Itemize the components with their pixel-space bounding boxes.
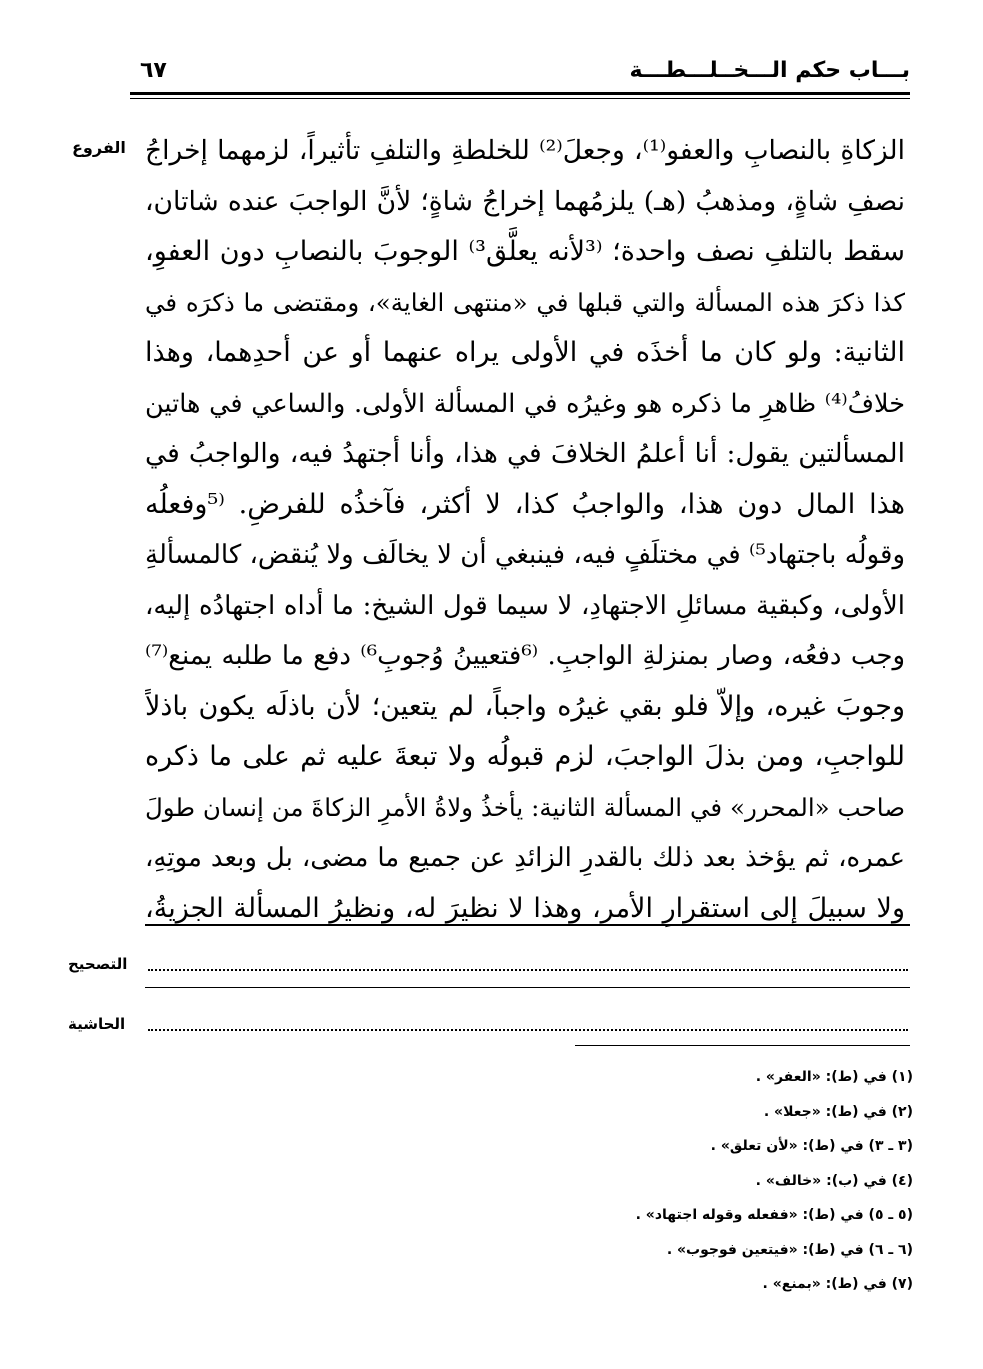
header-rule-thin xyxy=(130,98,910,99)
body-line: هذا المال دون هذا، والواجبُ كذا، لا أكثر، فآخذُه للفرضِ. ⁽⁵وفعلُه xyxy=(145,488,905,520)
page-header xyxy=(130,58,910,92)
body-line: كذا ذكرَ هذه المسألة والتي قبلها في «منتهى الغاية»، ومقتضى ما ذكرَه في xyxy=(145,287,905,317)
correction-row[interactable] xyxy=(68,955,910,979)
body-line: الأولى، وكبقية مسائلِ الاجتهادِ، لا سيما قول الشيخ: ما أداه اجتهادُه إليه، xyxy=(145,590,905,621)
body-line: سقط بالتلفِ نصف واحدة؛ ⁽³لأنه يعلَّق³⁾ الوجوبَ بالنصابِ دون العفوِ، xyxy=(145,236,905,267)
footnote: (١) في (ط): «العفر» . xyxy=(755,1069,913,1085)
correction-label: التصحيح xyxy=(68,955,128,973)
body-line: للواجبِ، ومن بذلَ الواجبَ، لزم قبولُه ولا تبعةَ عليه ثم على ما ذكره xyxy=(145,741,905,772)
footnote: (٦ ـ ٦) في (ط): «فيتعين فوجوب» . xyxy=(666,1241,913,1258)
body-line: الزكاةِ بالنصابِ والعفو⁽¹⁾، وجعلَ⁽²⁾ للخلطةِ والتلفِ تأثيراً، لزمهما إخراجُ xyxy=(145,135,905,166)
correction-rule xyxy=(145,987,910,988)
body-line: وجب دفعُه، وصار بمنزلةِ الواجبِ. ⁽⁶فتعيينُ وُجوبِ⁶⁾ دفع ما طلبه يمنع⁽⁷⁾ xyxy=(145,641,905,671)
body-line: عمره، ثم يؤخذ بعد ذلك بالقدرِ الزائدِ عن جميع ما مضى، بل وبعد موتِهِ، xyxy=(145,843,905,873)
correction-dotted-line[interactable] xyxy=(148,969,908,971)
page-number: ٦٧ xyxy=(140,58,167,83)
footnote-rule xyxy=(575,1045,910,1046)
body-end-rule xyxy=(145,924,910,926)
body-line: وجوبَ غيره، وإلاّ فلو بقي غيرُه واجباً، لم يتعين؛ لأن باذلَه يكون باذلاً xyxy=(145,690,905,722)
body-line: الثانية: ولو كان ما أخذَه في الأولى يراه عنهما أو عن أحدِهما، وهذا xyxy=(145,337,905,368)
body-line: المسألتين يقول: أنا أعلمُ الخلافَ في هذا، وأنا أجتهدُ فيه، والواجبُ في xyxy=(145,438,905,469)
footnote: (٣ ـ ٣) في (ط): «لأن تعلق» . xyxy=(710,1138,913,1154)
body-text xyxy=(145,126,905,934)
header-rule-thick xyxy=(130,92,910,95)
footnotes xyxy=(636,1060,913,1302)
chapter-title: بـــاب حكم الـــخــلـــطـــة xyxy=(629,58,910,83)
body-line: خلافُ⁽⁴⁾ ظاهرِ ما ذكره هو وغيرُه في المسألة الأولى. والساعي في هاتين xyxy=(145,388,905,419)
annotation-label: الحاشية xyxy=(68,1015,126,1033)
footnote: (٧) في (ط): «بمنع» . xyxy=(762,1276,913,1292)
footnote: (٢) في (ط): «جعلا» . xyxy=(763,1103,913,1120)
body-line: نصفِ شاةٍ، ومذهبُ (هـ) يلزمُهما إخراجُ شاةٍ؛ لأنَّ الواجبَ عنده شاتان، xyxy=(145,185,905,217)
margin-label: الفروع xyxy=(72,138,126,157)
footnote: (٥ ـ ٥) في (ط): «ففعله وقوله اجتهاد» . xyxy=(635,1207,913,1223)
annotation-row[interactable] xyxy=(68,1015,910,1039)
annotation-dotted-line[interactable] xyxy=(148,1029,908,1031)
footnote: (٤) في (ب): «خالف» . xyxy=(755,1172,913,1189)
body-line: صاحب «المحرر» في المسألة الثانية: يأخذُ ولاةُ الأمرِ الزكاةَ من إنسان طولَ xyxy=(145,792,905,822)
body-line: وقولُه باجتهاد⁵⁾ في مختلَفٍ فيه، فينبغي أن لا يخالَف ولا يُنقض، كالمسألةِ xyxy=(145,540,905,570)
body-line: ولا سبيلَ إلى استقرارِ الأمر، وهذا لا نظيرَ له، ونظيرُ المسألة الجزيةُ، xyxy=(145,892,905,924)
